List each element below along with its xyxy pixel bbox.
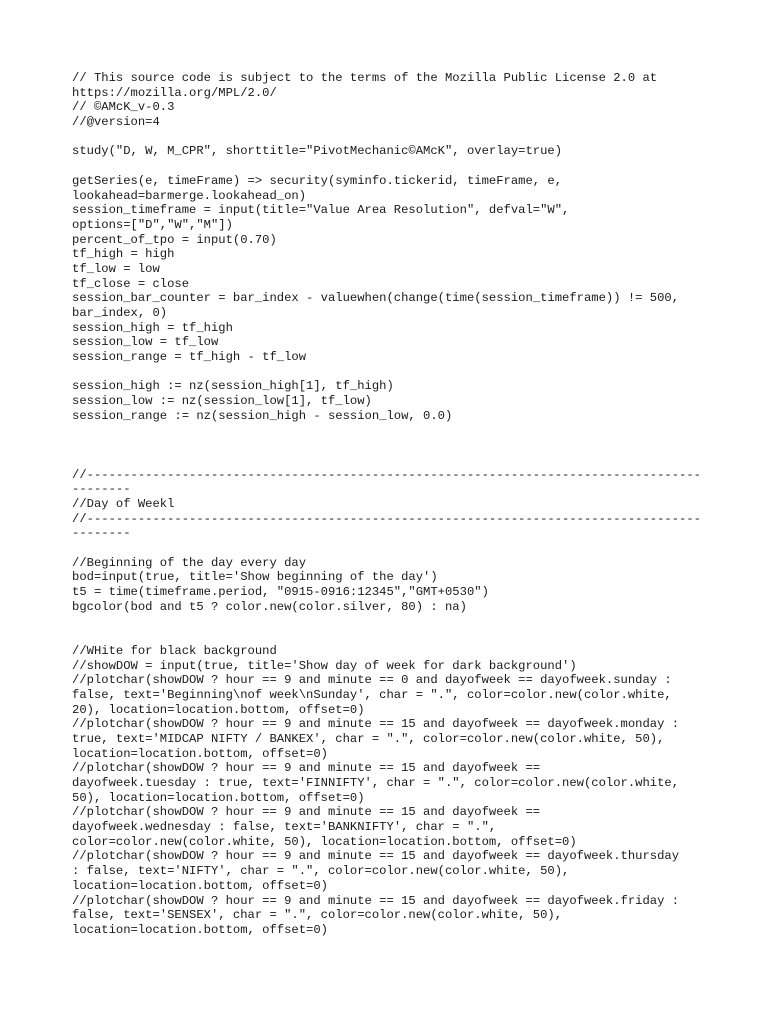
code-line: location=location.bottom, offset=0) xyxy=(72,922,328,937)
code-line: //plotchar(showDOW ? hour == 9 and minute == 15 and dayofweek == xyxy=(72,805,541,820)
code-line: percent_of_tpo = input(0.70) xyxy=(72,232,277,247)
code-line: //plotchar(showDOW ? hour == 9 and minute == 15 and dayofweek == xyxy=(72,761,541,776)
code-line: //WHite for black background xyxy=(72,643,277,658)
code-line: //plotchar(showDOW ? hour == 9 and minute == 15 and dayofweek == dayofweek.friday : xyxy=(72,893,680,908)
code-line: session_low = tf_low xyxy=(72,335,219,350)
code-line: 20), location=location.bottom, offset=0) xyxy=(72,702,365,717)
blank-line xyxy=(72,438,702,453)
code-line: -------- xyxy=(72,482,131,497)
code-line: options=["D","W","M"]) xyxy=(72,217,233,232)
code-line: : false, text='NIFTY', char = ".", color=color.new(color.white, 50), xyxy=(72,864,570,879)
code-line: getSeries(e, timeFrame) => security(syminfo.tickerid, timeFrame, e, xyxy=(72,173,563,188)
code-line: //showDOW = input(true, title='Show day of week for dark background') xyxy=(72,658,577,673)
code-line: bar_index, 0) xyxy=(72,306,168,320)
code-line: true, text='MIDCAP NIFTY / BANKEX', char = ".", color=color.new(color.white, 50), xyxy=(72,731,665,746)
blank-line xyxy=(72,629,702,644)
code-line: //plotchar(showDOW ? hour == 9 and minute == 0 and dayofweek == dayofweek.sunday : xyxy=(72,673,672,688)
blank-line xyxy=(72,130,702,145)
code-line: tf_low = low xyxy=(72,261,160,276)
code-line: false, text='SENSEX', char = ".", color=color.new(color.white, 50), xyxy=(72,908,563,923)
code-line: //plotchar(showDOW ? hour == 9 and minute == 15 and dayofweek == dayofweek.monday : xyxy=(72,717,680,732)
code-line: t5 = time(timeframe.period, "0915-0916:12345","GMT+0530") xyxy=(72,585,489,600)
code-line: //plotchar(showDOW ? hour == 9 and minute == 15 and dayofweek == dayofweek.thursday xyxy=(72,849,680,864)
blank-line xyxy=(72,159,702,174)
code-line: bgcolor(bod and t5 ? color.new(color.silver, 80) : na) xyxy=(72,599,467,614)
code-line: https://mozilla.org/MPL/2.0/ xyxy=(72,85,277,100)
code-line: session_range := nz(session_high - session_low, 0.0) xyxy=(72,408,453,423)
blank-line xyxy=(72,453,702,468)
code-line: bod=input(true, title='Show beginning of the day') xyxy=(72,570,438,585)
code-line: session_low := nz(session_low[1], tf_low) xyxy=(72,394,372,409)
code-line: //@version=4 xyxy=(72,115,160,130)
code-line: false, text='Beginning\nof week\nSunday', char = ".", color=color.new(color.white, xyxy=(72,687,672,702)
code-line: session_bar_counter = bar_index - valuewhen(change(time(session_timeframe)) != 500, xyxy=(72,291,680,306)
blank-line xyxy=(72,614,702,629)
code-line: tf_high = high xyxy=(72,247,175,262)
code-line: session_range = tf_high - tf_low xyxy=(72,350,307,365)
code-line: location=location.bottom, offset=0) xyxy=(72,878,328,893)
code-line: //Beginning of the day every day xyxy=(72,555,307,570)
code-line: // This source code is subject to the terms of the Mozilla Public License 2.0 at xyxy=(72,71,658,85)
code-line: //Day of Weekl xyxy=(72,496,175,511)
code-line: session_high := nz(session_high[1], tf_high) xyxy=(72,379,394,394)
code-line: location=location.bottom, offset=0) xyxy=(72,746,328,761)
code-line: 50), location=location.bottom, offset=0) xyxy=(72,790,365,805)
blank-line xyxy=(72,424,702,439)
code-line: lookahead=barmerge.lookahead_on) xyxy=(72,188,307,203)
code-line: // ©AMcK_v-0.3 xyxy=(72,100,175,115)
source-code-block xyxy=(72,71,702,938)
code-line: //------------------------------------------------------------------------------------ xyxy=(72,511,701,526)
code-line: study("D, W, M_CPR", shorttitle="PivotMechanic©AMcK", overlay=true) xyxy=(72,144,563,159)
code-line: color=color.new(color.white, 50), location=location.bottom, offset=0) xyxy=(72,834,577,849)
code-line: tf_close = close xyxy=(72,276,190,291)
code-line: dayofweek.tuesday : true, text='FINNIFTY', char = ".", color=color.new(color.white, xyxy=(72,776,680,790)
code-line: //------------------------------------------------------------------------------------ xyxy=(72,467,701,482)
blank-line xyxy=(72,365,702,380)
code-line: session_timeframe = input(title="Value Area Resolution", defval="W", xyxy=(72,203,570,218)
code-line: -------- xyxy=(72,526,131,541)
blank-line xyxy=(72,541,702,556)
code-line: session_high = tf_high xyxy=(72,320,233,335)
code-line: dayofweek.wednesday : false, text='BANKNIFTY', char = ".", xyxy=(72,820,497,835)
